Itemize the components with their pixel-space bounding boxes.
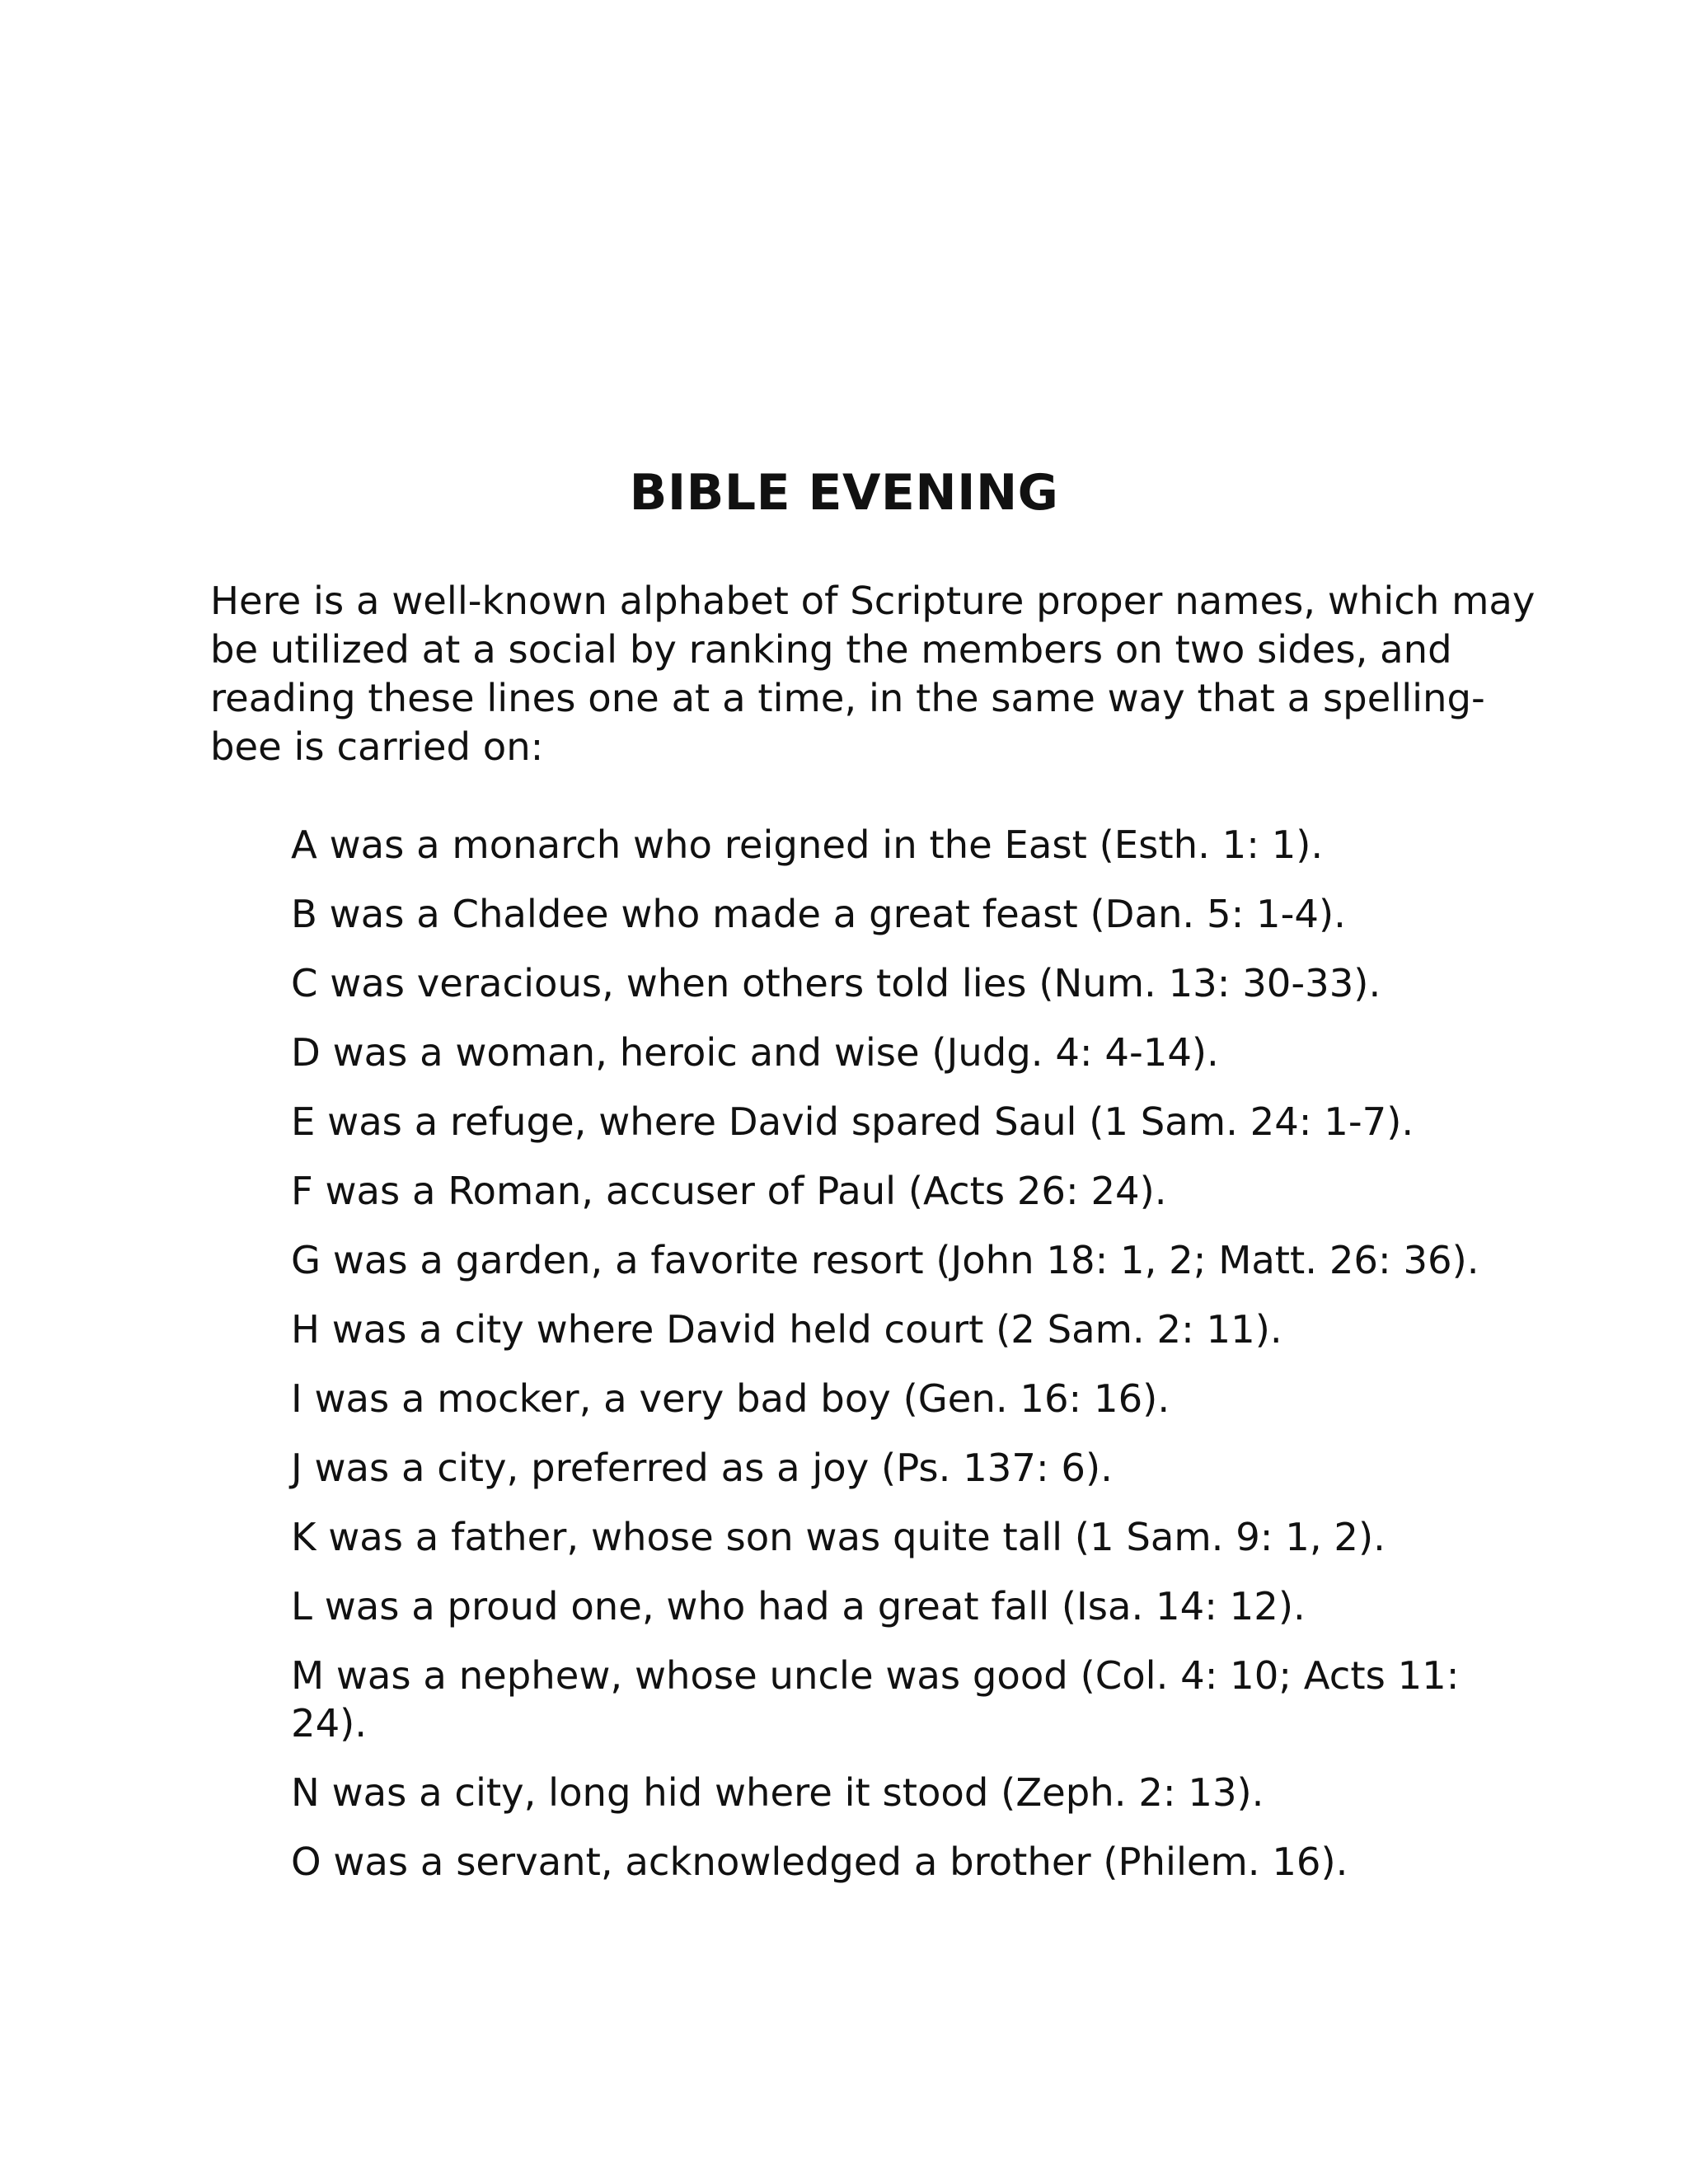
entry-text: E was a refuge, where David spared Saul (1 Sam. 24: 1-7).	[291, 1099, 1414, 1144]
entry-text: L was a proud one, who had a great fall (Isa. 14: 12).	[291, 1584, 1306, 1629]
alphabet-entry-k	[291, 1513, 1386, 1561]
alphabet-entry-d	[291, 1029, 1219, 1076]
entry-text: M was a nephew, whose uncle was good (Col. 4: 10; Acts 11:	[291, 1653, 1460, 1698]
alphabet-entry-n	[291, 1769, 1264, 1816]
alphabet-entry-o	[291, 1838, 1348, 1886]
entry-text: F was a Roman, accuser of Paul (Acts 26: 24).	[291, 1169, 1167, 1213]
page-title: BIBLE EVENING	[629, 464, 1059, 522]
intro-line: reading these lines one at a time, in the same way that a spelling-	[210, 676, 1485, 720]
entry-text: N was a city, long hid where it stood (Zeph. 2: 13).	[291, 1770, 1264, 1815]
intro-line: bee is carried on:	[210, 724, 544, 769]
alphabet-entry-f	[291, 1167, 1167, 1215]
entry-text: C was veracious, when others told lies (Num. 13: 30-33).	[291, 961, 1381, 1005]
alphabet-entry-h	[291, 1305, 1282, 1353]
entry-text: A was a monarch who reigned in the East (Esth. 1: 1).	[291, 823, 1324, 867]
intro-paragraph	[210, 577, 1536, 771]
entry-text: B was a Chaldee who made a great feast (Dan. 5: 1-4).	[291, 892, 1346, 936]
entry-text: K was a father, whose son was quite tall (1 Sam. 9: 1, 2).	[291, 1515, 1386, 1559]
alphabet-entry-b	[291, 890, 1346, 938]
entry-text: D was a woman, heroic and wise (Judg. 4: 4-14).	[291, 1030, 1219, 1075]
alphabet-entry-j	[291, 1444, 1113, 1492]
alphabet-entry-a	[291, 821, 1323, 869]
entry-text: G was a garden, a favorite resort (John 18: 1, 2; Matt. 26: 36).	[291, 1238, 1479, 1282]
alphabet-entry-g	[291, 1236, 1479, 1284]
intro-line: Here is a well-known alphabet of Scripture proper names, which may	[210, 579, 1536, 623]
entry-text: H was a city where David held court (2 Sam. 2: 11).	[291, 1307, 1282, 1352]
entry-text: I was a mocker, a very bad boy (Gen. 16: 16).	[291, 1376, 1170, 1421]
intro-line: be utilized at a social by ranking the members on two sides, and	[210, 627, 1452, 672]
entry-text: O was a servant, acknowledged a brother (Philem. 16).	[291, 1840, 1348, 1884]
alphabet-entry-e	[291, 1098, 1414, 1146]
alphabet-entry-l	[291, 1582, 1306, 1630]
entry-text-continued: 24).	[291, 1701, 368, 1746]
alphabet-entry-i	[291, 1375, 1170, 1422]
entry-text: J was a city, preferred as a joy (Ps. 137: 6).	[291, 1446, 1113, 1490]
alphabet-entry-m	[291, 1652, 1459, 1747]
alphabet-entry-c	[291, 959, 1381, 1007]
